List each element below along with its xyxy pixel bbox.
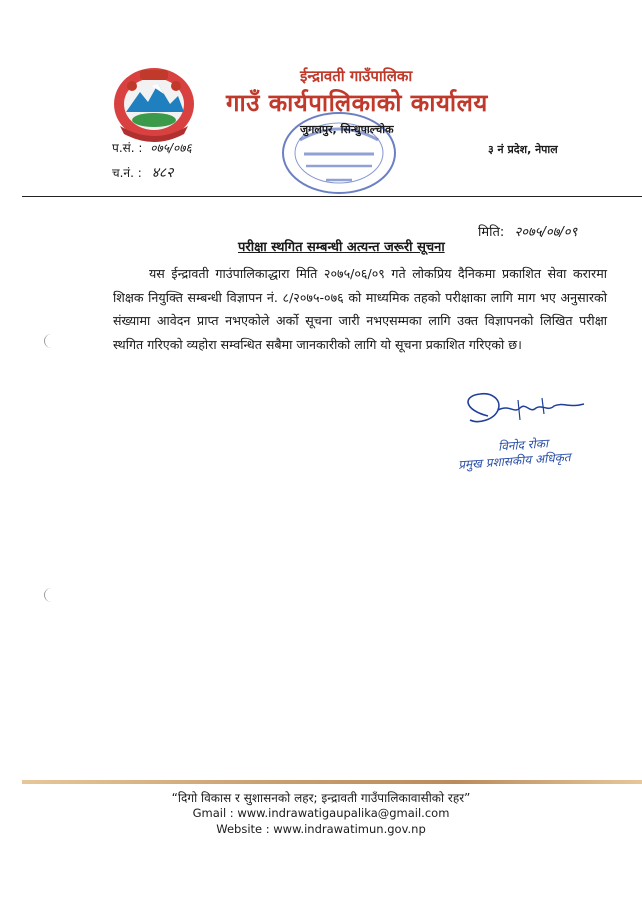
reference-label: प.सं. :	[112, 141, 143, 155]
date-label: मिति:	[478, 225, 505, 240]
nepal-emblem-icon	[112, 62, 196, 142]
office-name: गाउँ कार्यपालिकाको कार्यालय	[226, 89, 488, 117]
dispatch-number	[112, 163, 173, 182]
footer-motto: “दिगो विकास र सुशासनको लहर; इन्द्रावती गाउँपालिकावासीको रहर”	[171, 791, 471, 805]
dispatch-label: च.नं. :	[112, 166, 142, 180]
footer-divider	[22, 780, 642, 784]
header-divider	[22, 196, 642, 197]
signer-title: प्रमुख प्रशासकीय अधिकृत	[457, 450, 572, 472]
date-value: २०७५/०७/०९	[514, 225, 578, 240]
signer-name: विनोद रोका	[497, 436, 549, 454]
punch-hole-mark	[44, 334, 59, 348]
footer-email: Gmail : www.indrawatigaupalika@gmail.com	[192, 806, 450, 820]
province-line: ३ नं प्रदेश, नेपाल	[488, 143, 558, 156]
notice-body: यस ईन्द्रावती गाउंपालिकाद्धारा मिति २०७५/०६/०९ गते लोकप्रिय दैनिकमा प्रकाशित सेवा करारमा शिक्षक नियुक्ति सम्बन्धी विज्ञापन नं. ८/२०७५-०७६ को माध्यमिक तहको परीक्षाका लागि माग भए अनुसारको संख्यामा आवेदन प्राप्त नभएकोले अर्को सूचना जारी नभएसम्मका लागि उक्त विज्ञापनको लिखित परीक्षा स्थगित गरिएको व्यहोरा सम्वन्धित सबैमा जानकारीको लागि यो सूचना प्रकाशित गरिएको छ।	[113, 266, 607, 352]
notice-date	[478, 222, 577, 240]
municipality-name: ईन्द्रावती गाउँपालिका	[300, 67, 413, 85]
reference-value: ०७५/०७६	[150, 141, 192, 155]
signature	[458, 390, 588, 434]
dispatch-value: ४८२	[151, 165, 174, 181]
notice-subject: परीक्षा स्थगित सम्बन्धी अत्यन्त जरूरी सूचना	[238, 240, 445, 255]
reference-number	[112, 139, 192, 156]
office-address: जुगलपुर, सिन्धुपाल्चोक	[300, 123, 394, 136]
punch-hole-mark	[44, 588, 59, 602]
footer-website: Website : www.indrawatimun.gov.np	[216, 822, 426, 836]
